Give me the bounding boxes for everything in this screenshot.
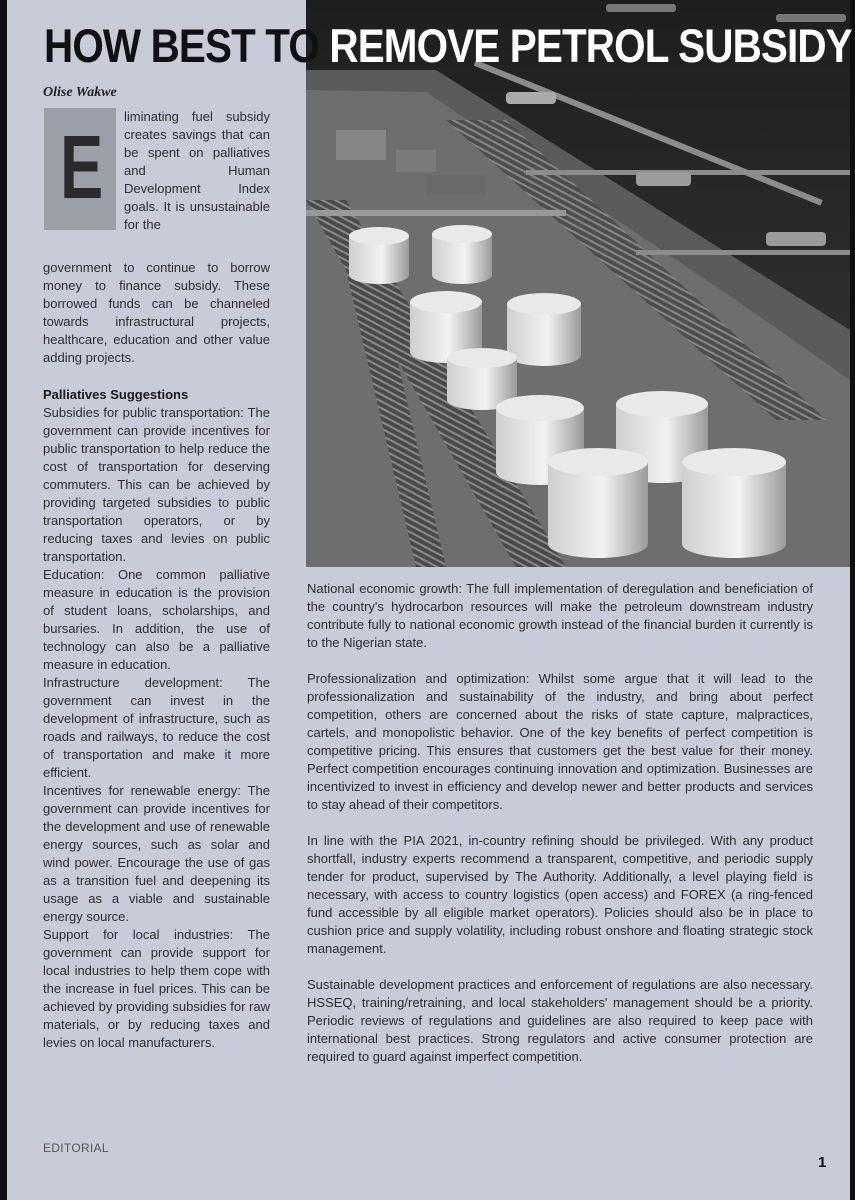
palliative-item: Incentives for renewable energy: The government can provide incentives for the development and use of renewable energy sources, such as solar and wind power. Encourage the use of gas as a transition fuel and deepening its usage as a viable and sustainable energy source. xyxy=(43,783,270,924)
section-label: EDITORIAL xyxy=(43,1141,109,1155)
oil-depot-photo xyxy=(306,0,850,567)
drop-cap: E xyxy=(60,118,104,218)
palliative-item: Support for local industries: The government can provide support for local industries to help them cope with the increase in fuel prices. This can be achieved by providing subsidies for raw materials, or by reducing taxes and levies on local manufacturers. xyxy=(43,927,270,1050)
page-edge-left xyxy=(0,0,7,1200)
body-paragraph: Sustainable development practices and enforcement of regulations are also necessary. HSSEQ, training/retraining, and local stakeholders' management should be a priority. Periodic reviews of regulations and guidelines are also required to keep pace with international best practices. Strong regulators and active consumer protection are required to guard against imperfect competition. xyxy=(307,977,813,1064)
author-byline: Olise Wakwe xyxy=(43,85,117,100)
headline-part-light: REMOVE PETROL SUBSIDY xyxy=(329,19,852,72)
page-number: 1 xyxy=(818,1154,827,1171)
headline-part-dark: HOW BEST TO xyxy=(44,19,319,72)
headline xyxy=(44,14,852,78)
palliative-item: Subsidies for public transportation: The government can provide incentives for public transportation to help reduce the cost of transportation for deserving commuters. This can be achieved by providing targeted subsidies to public transportation operators, or by reducing taxes and levies on public transportation. xyxy=(43,405,270,564)
palliatives-section xyxy=(43,386,270,1052)
palliative-item: Education: One common palliative measure in education is the provision of student loans, scholarships, and bursaries. In addition, the use of technology can also be a palliative measure in education. xyxy=(43,567,270,672)
page-edge-right xyxy=(850,0,855,1200)
palliative-item: Infrastructure development: The government can invest in the development of infrastructure, such as roads and railways, to reduce the cost of transportation and make it more efficient. xyxy=(43,675,270,780)
intro-paragraph-continued: government to continue to borrow money to finance subsidy. These borrowed funds can be channeled towards infrastructural projects, healthcare, education and other value adding projects. xyxy=(43,260,270,365)
body-paragraph: National economic growth: The full implementation of deregulation and beneficiation of the country's hydrocarbon resources will make the petroleum downstream industry contribute fully to national economic growth instead of the financial burden it currently is to the Nigerian state. xyxy=(307,581,813,650)
body-paragraph: Professionalization and optimization: Whilst some argue that it will lead to the professionalization and sustainability of the industry, and bring about perfect competition, others are concerned about the risks of state capture, malpractices, cartels, and monopolistic behavior. One of the key benefits of perfect competition is competitive pricing. This ensures that customers get the best value for their money. Perfect competition encourages continuing innovation and optimization. Businesses are incentivized to invest in efficiency and develop newer and better products and services to stay ahead of their competitors. xyxy=(307,671,813,812)
intro-paragraph-start: liminating fuel subsidy creates savings that can be spent on palliatives and Human Development Index goals. It is unsustainable for the xyxy=(124,109,270,232)
section-heading: Palliatives Suggestions xyxy=(43,387,189,402)
right-column xyxy=(307,580,813,1084)
body-paragraph: In line with the PIA 2021, in-country refining should be privileged. With any product shortfall, industry experts recommend a transparent, competitive, and periodic supply tender for product, supervised by The Authority. Additionally, a level playing field is necessary, with access to country logistics (open access) and FOREX (a ring-fenced fund accessible by all eligible market operators). Policies should also be in place to cushion price and supply volatility, including robust onshore and floating strategic stock management. xyxy=(307,833,813,956)
